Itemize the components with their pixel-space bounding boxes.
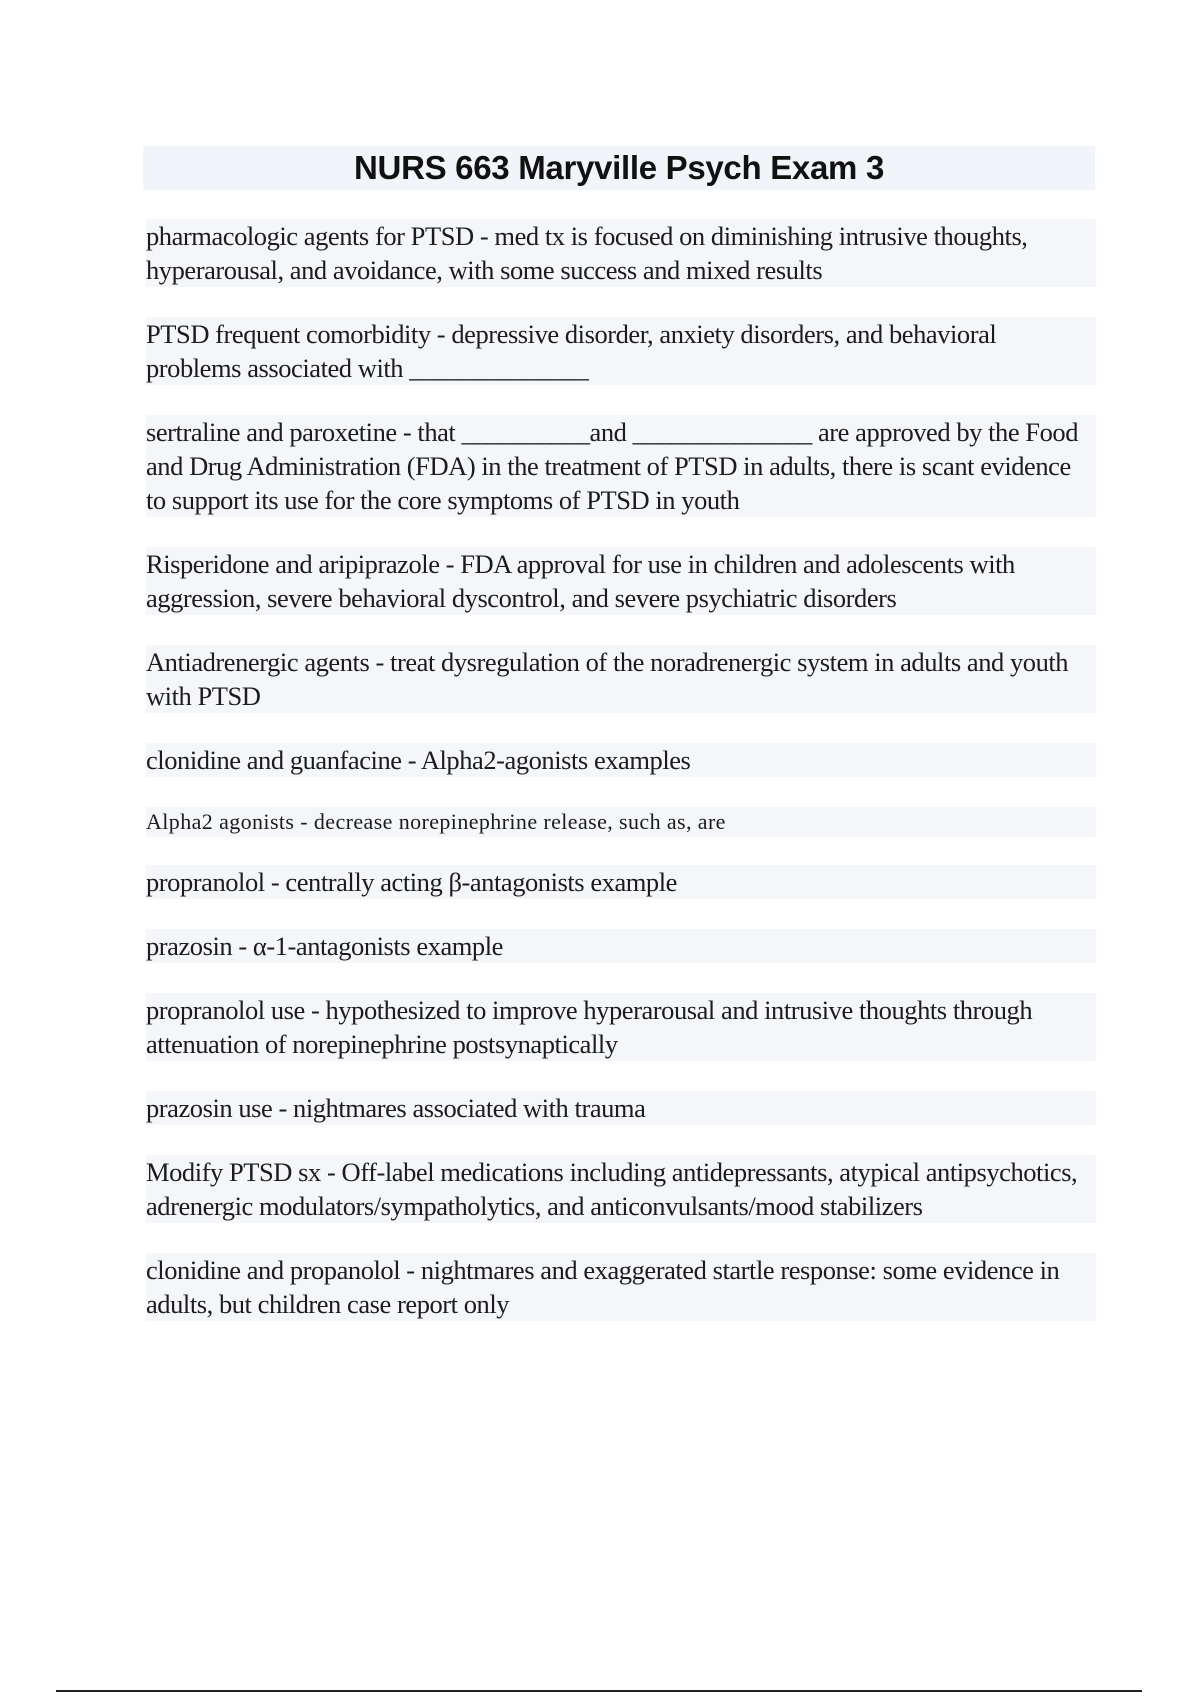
flashcard: Risperidone and aripiprazole - FDA approval for use in children and adolescents with aggression, severe behavioral dyscontrol, and severe psychiatric disorders xyxy=(146,547,1096,615)
flashcard: sertraline and paroxetine - that __________and ______________ are approved by the Food and Drug Administration (FDA) in the treatment of PTSD in adults, there is scant evidence to support its use for the core symptoms of PTSD in youth xyxy=(146,415,1096,517)
flashcard: Alpha2 agonists - decrease norepinephrine release, such as, are xyxy=(146,807,1096,837)
title-band xyxy=(143,146,1095,190)
flashcard: Modify PTSD sx - Off-label medications including antidepressants, atypical antipsychotics, adrenergic modulators/sympatholytics, and anticonvulsants/mood stabilizers xyxy=(146,1155,1096,1223)
flashcard: clonidine and propanolol - nightmares and exaggerated startle response: some evidence in adults, but children case report only xyxy=(146,1253,1096,1321)
document-title: NURS 663 Maryville Psych Exam 3 xyxy=(354,149,884,186)
flashcard: propranolol - centrally acting β-antagonists example xyxy=(146,865,1096,899)
footer-divider xyxy=(56,1690,1142,1692)
flashcard: prazosin - α-1-antagonists example xyxy=(146,929,1096,963)
flashcard: prazosin use - nightmares associated with trauma xyxy=(146,1091,1096,1125)
flashcard: propranolol use - hypothesized to improve hyperarousal and intrusive thoughts through attenuation of norepinephrine postsynaptically xyxy=(146,993,1096,1061)
flashcard: pharmacologic agents for PTSD - med tx is focused on diminishing intrusive thoughts, hyperarousal, and avoidance, with some success and mixed results xyxy=(146,219,1096,287)
flashcard: PTSD frequent comorbidity - depressive disorder, anxiety disorders, and behavioral problems associated with ______________ xyxy=(146,317,1096,385)
flashcard: clonidine and guanfacine - Alpha2-agonists examples xyxy=(146,743,1096,777)
flashcard-list xyxy=(146,219,1096,1351)
flashcard: Antiadrenergic agents - treat dysregulation of the noradrenergic system in adults and youth with PTSD xyxy=(146,645,1096,713)
